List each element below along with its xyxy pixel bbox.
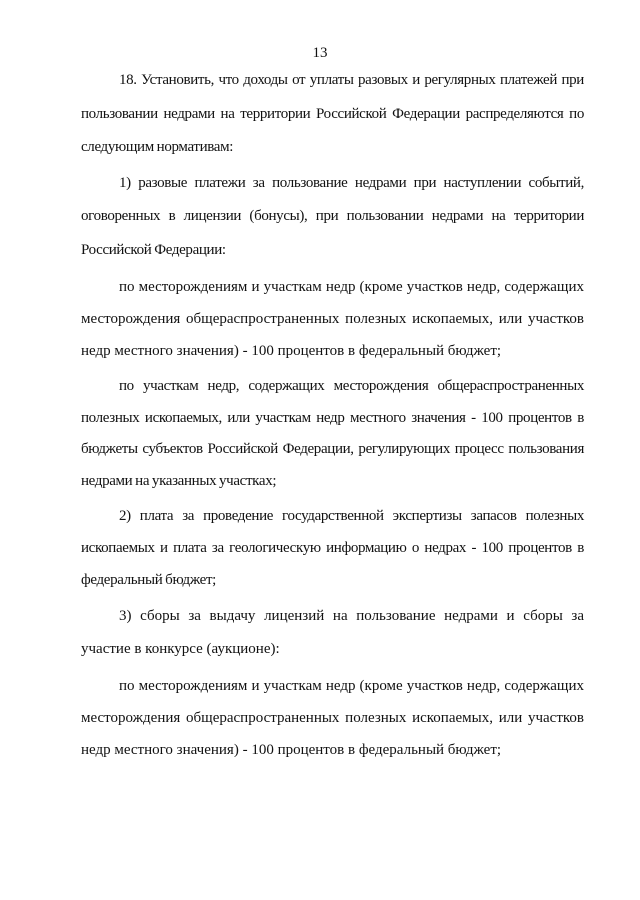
paragraph-18-3: 3) сборы за выдачу лицензий на пользование недрами и сборы за участие в конкурсе (аукционе): [81,608,584,657]
paragraph-18-2: 2) плата за проведение государственной экспертизы запасов полезных ископаемых и плата за геологическую информацию о недрах - 100 процентов в федеральный бюджет; [81,508,584,588]
page-number: 13 [312,45,328,61]
paragraph-18-1: 1) разовые платежи за пользование недрами при наступлении событий, оговоренных в лицензии (бонусы), при пользовании недрами на территории Российской Федерации: [81,174,584,258]
paragraph-18: 18. Установить, что доходы от уплаты разовых и регулярных платежей при пользовании недрами на территории Российской Федерации распределяются по следующим нормативам: [81,72,584,155]
paragraph-18-3-federal: по месторождениям и участкам недр (кроме участков недр, содержащих месторождения общераспространенных полезных ископаемых, или участков недр местного значения) - 100 процентов в федеральный бюджет; [81,678,584,758]
document-body [81,64,584,766]
paragraph-18-1-federal: по месторождениям и участкам недр (кроме участков недр, содержащих месторождения общераспространенных полезных ископаемых, или участков недр местного значения) - 100 процентов в федеральный бюджет; [81,279,584,359]
paragraph-18-1-regional: по участкам недр, содержащих месторождения общераспространенных полезных ископаемых, или участкам недр местного значения - 100 процентов в бюджеты субъектов Российской Федерации, регулирующих процесс пользования недрами на указанных участках; [81,378,584,489]
